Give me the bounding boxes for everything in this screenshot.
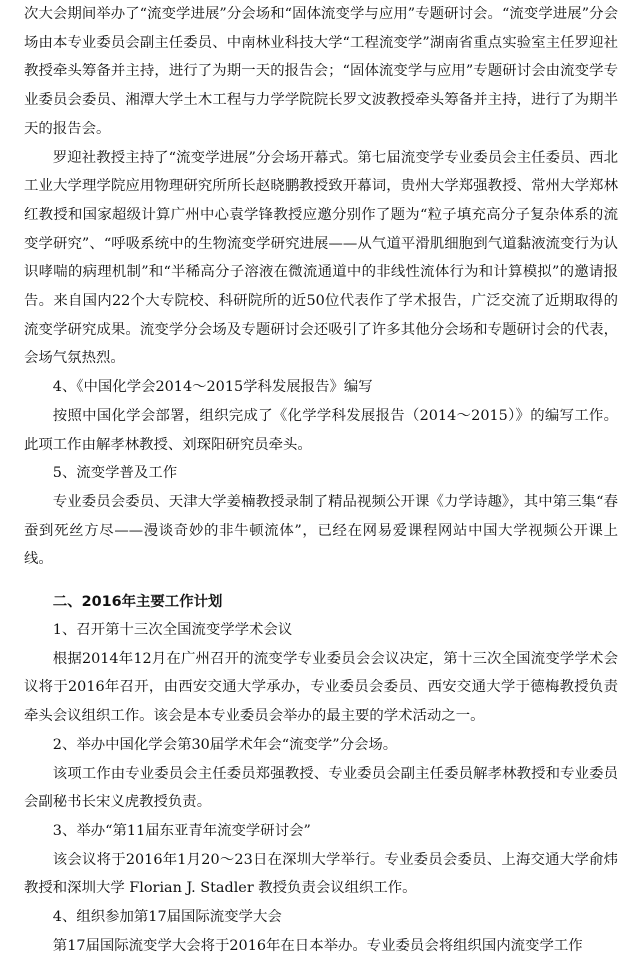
intro-paragraph: 次大会期间举办了“流变学进展”分会场和“固体流变学与应用”专题研讨会。“流变学进展”分会场由本专业委员会副主任委员、中南林业科技大学“工程流变学”湖南省重点实验室主任罗迎社教授牵头筹备并主持，进行了为期一天的报告会；“固体流变学与应用”专题研讨会由流变学专业委员会委员、湘潭大学土木工程与力学学院院长罗文波教授牵头筹备并主持，进行了为期半天的报告会。: [24, 6, 618, 137]
plan-item-3-heading: 3、举办“第11届东亚青年流变学研讨会”: [52, 822, 311, 839]
item4-paragraph: 按照中国化学会部署，组织完成了《化学学科发展报告（2014～2015）》的编写工作。此项工作由解孝林教授、刘琛阳研究员牵头。: [24, 407, 618, 453]
plan-item-1-heading: 1、召开第十三次全国流变学学术会议: [52, 622, 293, 639]
luo-paragraph: 罗迎社教授主持了“流变学进展”分会场开幕式。第七届流变学专业委员会主任委员、西北工业大学理学院应用物理研究所所长赵晓鹏教授致开幕词，贵州大学郑强教授、常州大学郑林红教授和国家超级计算广州中心袁学锋教授应邀分别作了题为“粒子填充高分子复杂体系的流变学研究”、“呼吸系统中的生物流变学研究进展——从气道平滑肌细胞到气道黏液流变行为认识哮喘的病理机制”和“半稀高分子溶液在微流通道中的非线性流体行为和计算模拟”的邀请报告。来自国内22个大专院校、科研院所的近50位代表作了学术报告，广泛交流了近期取得的流变学研究成果。流变学分会场及专题研讨会还吸引了许多其他分会场和专题研讨会的代表，会场气氛热烈。: [24, 149, 618, 367]
plan-item-4-paragraph: 第17届国际流变学大会将于2016年在日本举办。专业委员会将组织国内流变学工作: [52, 937, 583, 954]
plan-item-2-heading: 2、举办中国化学会第30届学术年会“流变学”分会场。: [52, 736, 398, 753]
item4-heading: 4、《中国化学会2014～2015学科发展报告》编写: [52, 379, 373, 396]
item5-paragraph: 专业委员会委员、天津大学姜楠教授录制了精品视频公开课《力学诗趣》，其中第三集“春蚕到死丝方尽——漫谈奇妙的非牛顿流体”，已经在网易爱课程网站中国大学视频公开课上线。: [24, 493, 618, 568]
plan-item-4-heading: 4、组织参加第17届国际流变学大会: [52, 909, 282, 926]
section-title-2016-plan: 二、2016年主要工作计划: [52, 594, 223, 611]
document-page: [24, 0, 618, 961]
plan-item-1-paragraph: 根据2014年12月在广州召开的流变学专业委员会会议决定，第十三次全国流变学学术会议将于2016年召开，由西安交通大学承办，专业委员会委员、西安交通大学于德梅教授负责牵头会议组织工作。该会是本专业委员会举办的最主要的学术活动之一。: [24, 650, 618, 725]
plan-item-2-paragraph: 该项工作由专业委员会主任委员郑强教授、专业委员会副主任委员解孝林教授和专业委员会副秘书长宋义虎教授负责。: [24, 765, 618, 811]
plan-item-3-paragraph: 该会议将于2016年1月20～23日在深圳大学举行。专业委员会委员、上海交通大学俞炜教授和深圳大学 Florian J. Stadler 教授负责会议组织工作。: [24, 851, 618, 897]
item5-heading: 5、流变学普及工作: [52, 465, 178, 482]
